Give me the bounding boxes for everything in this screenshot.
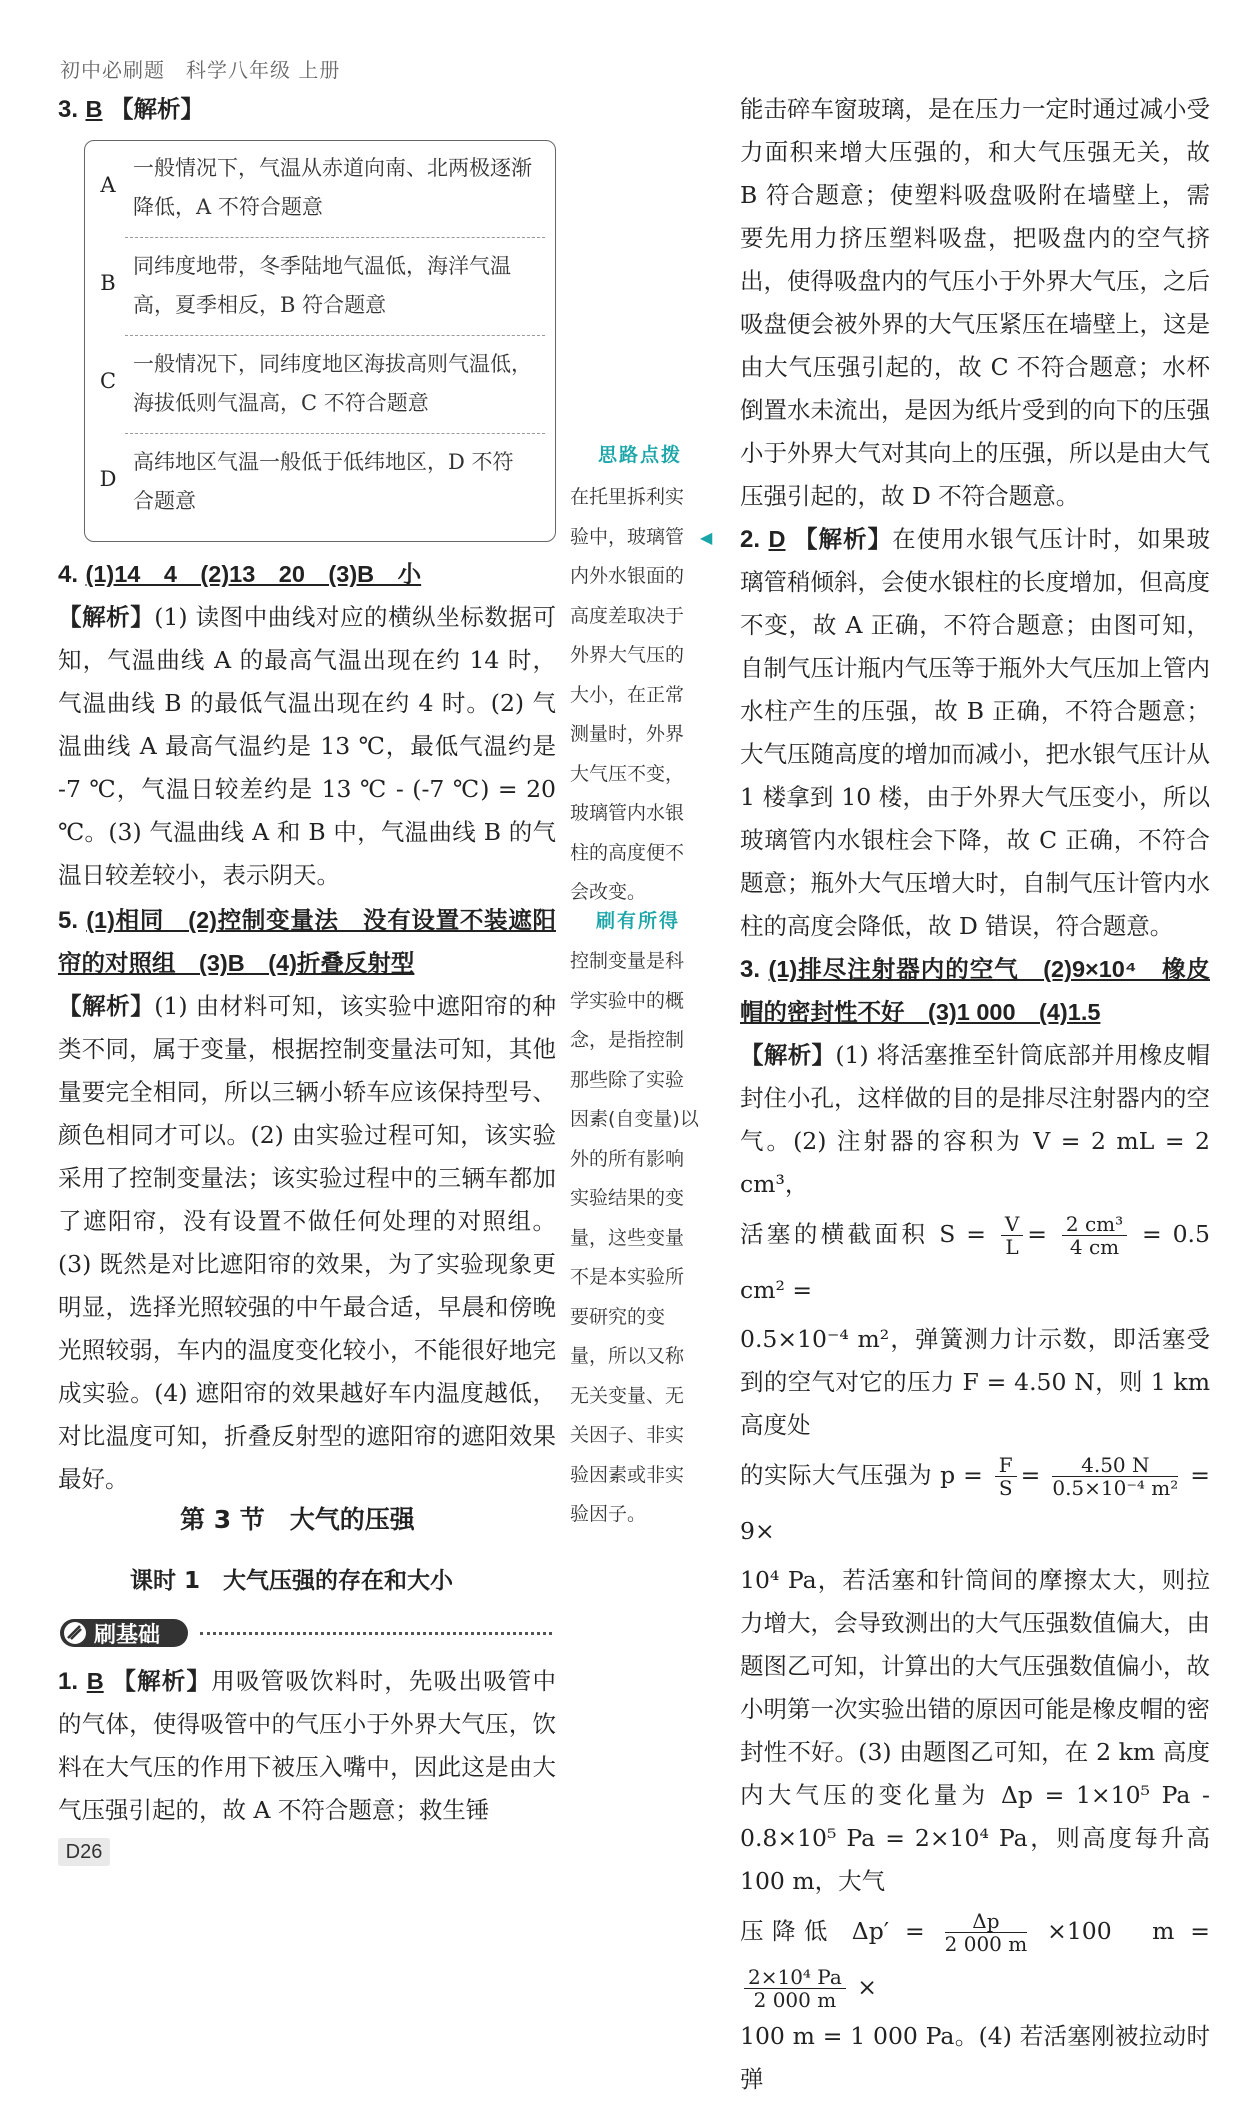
q4-block: 4. (1)14 4 (2)13 20 (3)B 小 【解析】(1) 读图中曲线对应的横纵坐标数据可知，气温曲线 A 的最高气温出现在约 14 时，气温曲线 B 的最低气温出现在约 4 时。(2) 气温曲线 A 最高气温约是 13 ℃，最低气温约是 -7 ℃，气温日较差约是 13 ℃ - (-7 ℃) = 20 ℃。(3) 气温曲线 A 和 B 中，气温曲线 B 的气温日较差较小，表示阴天。 5. (1)相同 (2)控制变量法 没有设置不装遮阳帘的对照组 (3)B (4)折叠反射型 【解析】(1) 由材料可知，该实验中遮阳帘的种类不同，属于变量，根据控制变量法可知，其他量要完全相同，所以三辆小轿车应该保持型号、颜色相同才可以。(2) 由实验过程可知，该实验采用了控制变量法；该实验过程中的三辆车都加了遮阳帘，没有设置不做任何处理的对照组。(3) 既然是对比遮阳帘的效果，为了实验现象更明显，选择光照较强的中午最合适，早晨和傍晚光照较弱，车内的温度变化较小，不能很好地完成实验。(4) 遮阳帘的效果越好车内温度越低，对比温度可知，折叠反射型的遮阳帘的遮阳效果最好。 [58,561,556,1493]
badge-divider [200,1632,552,1635]
hint-text: 在托里拆利实验中，玻璃管内外水银面的高度差取决于外界大气压的大小，在正常测量时，外界大气压不变，玻璃管内水银柱的高度便不会改变。 [570,486,685,903]
pointer-arrow-icon: ◀ [700,528,713,547]
right-column: 能击碎车窗玻璃，是在压力一定时通过减小受力面积来增大压强的，和大气压强无关，故 B 符合题意；使塑料吸盘吸附在墙壁上，需要先用力挤压塑料吸盘，把吸盘内的空气挤出，使得吸盘内的气压小于外界大气压，之后吸盘便会被外界的大气压紧压在墙壁上，这是由大气压强引起的，故 C 不符合题意；水杯倒置水未流出，是因为纸片受到的向下的压强小于外界大气对其向上的压强，所以是由大气压强引起的，故 D 不符合题意。 2. D 【解析】在使用水银气压计时，如果玻璃管稍倾斜，会使水银柱的长度增加，但高度不变，故 A 正确，不符合题意；由图可知，自制气压计瓶内气压等于瓶外大气压加上管内水柱产生的压强，故 B 正确，不符合题意；大气压随高度的增加而减小，把水银气压计从 1 楼拿到 10 楼，由于外界大气压变小，所以玻璃管内水银柱会下降，故 C 正确，不符合题意；瓶外大气压增大时，自制气压计管内水柱的高度会降低，故 D 错误，符合题意。 3. (1)排尽注射器内的空气 (2)9×10⁴ 橡皮帽的密封性不好 (3)1 000 (4)1.5 【解析】(1) 将活塞推至针筒底部并用橡皮帽封住小孔，这样做的目的是排尽注射器内的空气。(2) 注射器的容积为 V = 2 mL = 2 cm³， 活塞的横截面积 S = $\frac{V}{L}$ = $\frac{\text{2 cm³}}{4 cm}$ = 0.5 cm² = 0.5×10⁻⁴ m²，弹簧测力计示数，即活塞受到的空气对它的压力 F = 4.50 N，则 1 km 高度处 的实际大气压强为 p = $\frac{F}{S}$ = $\frac{4.50 N}{\text{0.5×10⁻⁴ m²}}$ = 9× 10⁴ Pa，若活塞和针筒间的摩擦太大，则拉力增大，会导致测出的大气压强数值偏大，由题图乙可知，计算出的大气压强数值偏小，故小明第一次实验出错的原因可能是橡皮帽的密封性不好。(3) 由题图乙可知，在 2 km 高度内大气压的变化量为 Δp = 1×10⁵ Pa - 0.8×10⁵ Pa = 2×10⁴ Pa，则高度每升高 100 m，大气 压降低 Δp′ = $\frac{\Delta p}{2 000 m}$ ×100 m = $\frac{\text{2×10⁴ Pa}}{2 000 m}$ × 100 m = 1 000 Pa。(4) 若活塞刚被拉动时弹 [740,88,1210,2101]
fraction: $\frac{\Delta p}{2 000 m}$ [944,1909,1028,1956]
fraction: $\frac{V}{L}$ [1001,1213,1023,1258]
q5-answer: (1)相同 (2)控制变量法 没有设置不装遮阳帘的对照组 (3)B (4)折叠反射型 [58,907,556,976]
b1-block: 1. B 【解析】用吸管吸饮料时，先吸出吸管中的气体，使得吸管中的气压小于外界大气压，饮料在大气压的作用下被压入嘴中，因此这是由大气压强引起的，故 A 不符合题意；救生锤 [58,1667,556,1824]
b1-explanation: 用吸管吸饮料时，先吸出吸管中的气体，使得吸管中的气压小于外界大气压，饮料在大气压的作用下被压入嘴中，因此这是由大气压强引起的，故 A 不符合题意；救生锤 [58,1667,556,1824]
q2-answer: D [768,526,786,552]
page-number: D26 [58,1838,110,1866]
table-row: A 一般情况下，气温从赤道向南、北两极逐渐降低，A 不符合题意 [100,156,532,219]
b1-answer: B [86,1668,104,1694]
table-divider [125,335,545,336]
table-divider [125,237,545,238]
fraction: $\frac{\text{2 cm³}}{4 cm}$ [1062,1213,1127,1258]
b3-answer: (1)排尽注射器内的空气 (2)9×10⁴ 橡皮帽的密封性不好 (3)1 000 (4)1.5 [740,956,1210,1025]
analysis-table [84,140,556,542]
fraction: $\frac{4.50 N}{\text{0.5×10⁻⁴ m²}}$ [1052,1453,1179,1500]
table-row: B 同纬度地带，冬季陆地气温低，海洋气温高，夏季相反，B 符合题意 [100,254,511,317]
q3-answer: B [85,96,103,122]
hint-title: 思路点拨 [598,444,683,466]
fraction: $\frac{\text{2×10⁴ Pa}}{2 000 m}$ [744,1966,846,2011]
q4-answer: (1)14 4 (2)13 20 (3)B 小 [85,561,422,587]
section-title: 第 3 节 大气的压强 [180,1505,415,1534]
table-divider [125,433,545,434]
lesson-title: 课时 1 大气压强的存在和大小 [130,1568,454,1594]
fraction: $\frac{F}{S}$ [995,1454,1017,1499]
q4-explanation: (1) 读图中曲线对应的横纵坐标数据可知，气温曲线 A 的最高气温出现在约 14 时，气温曲线 B 的最低气温出现在约 4 时。(2) 气温曲线 A 最高气温约是 13 ℃，最低气温约是 -7 ℃，气温日较差约是 13 ℃ - (-7 ℃) = 20 ℃。(3) 气温曲线 A 和 B 中，气温曲线 B 的气温日较差较小，表示阴天。 [58,603,556,889]
takeaway-title: 刷有所得 [596,910,681,932]
left-column [58,88,556,131]
table-row: C 一般情况下，同纬度地区海拔高则气温低，海拔低则气温高，C 不符合题意 [99,352,532,415]
q2-explanation: 在使用水银气压计时，如果玻璃管稍倾斜，会使水银柱的长度增加，但高度不变，故 A 正确，不符合题意；由图可知，自制气压计瓶内气压等于瓶外大气压加上管内水柱产生的压强，故 B 正确，不符合题意；大气压随高度的增加而减小，把水银气压计从 1 楼拿到 10 楼，由于外界大气压变小，所以玻璃管内水银柱会下降，故 C 正确，不符合题意；瓶外大气压增大时，自制气压计管内水柱的高度会降低，故 D 错误，符合题意。 [740,525,1210,940]
basic-practice-badge: 刷基础 [58,1616,198,1650]
q5-explanation: (1) 由材料可知，该实验中遮阳帘的种类不同，属于变量，根据控制变量法可知，其他量要完全相同，所以三辆小轿车应该保持型号、颜色相同才可以。(2) 由实验过程可知，该实验采用了控制变量法；该实验过程中的三辆车都加了遮阳帘，没有设置不做任何处理的对照组。(3) 既然是对比遮阳帘的效果，为了实验现象更明显，选择光照较强的中午最合适，早晨和傍晚光照较弱，车内的温度变化较小，不能很好地完成实验。(4) 遮阳帘的效果越好车内温度越低，对比温度可知，折叠反射型的遮阳帘的遮阳效果最好。 [58,992,556,1493]
page-header: 初中必刷题 科学八年级 上册 [60,58,341,82]
q3-heading: 3. B 【解析】 [58,95,204,123]
table-row: D 高纬地区气温一般低于低纬地区，D 不符合题意 [99,450,514,513]
takeaway-text: 控制变量是科学实验中的概念，是指控制那些除了实验因素(自变量)以外的所有影响实验结果的变量，这些变量不是本实验所要研究的变量，所以又称无关变量、无关因子、非实验因素或非实验因子。 [570,950,699,1525]
b1-continuation: 能击碎车窗玻璃，是在压力一定时通过减小受力面积来增大压强的，和大气压强无关，故 B 符合题意；使塑料吸盘吸附在墙壁上，需要先用力挤压塑料吸盘，把吸盘内的空气挤出，使得吸盘内的气压小于外界大气压，之后吸盘便会被外界的大气压紧压在墙壁上，这是由大气压强引起的，故 C 不符合题意；水杯倒置水未流出，是因为纸片受到的向下的压强小于外界大气对其向上的压强，所以是由大气压强引起的，故 D 不符合题意。 [740,95,1210,510]
